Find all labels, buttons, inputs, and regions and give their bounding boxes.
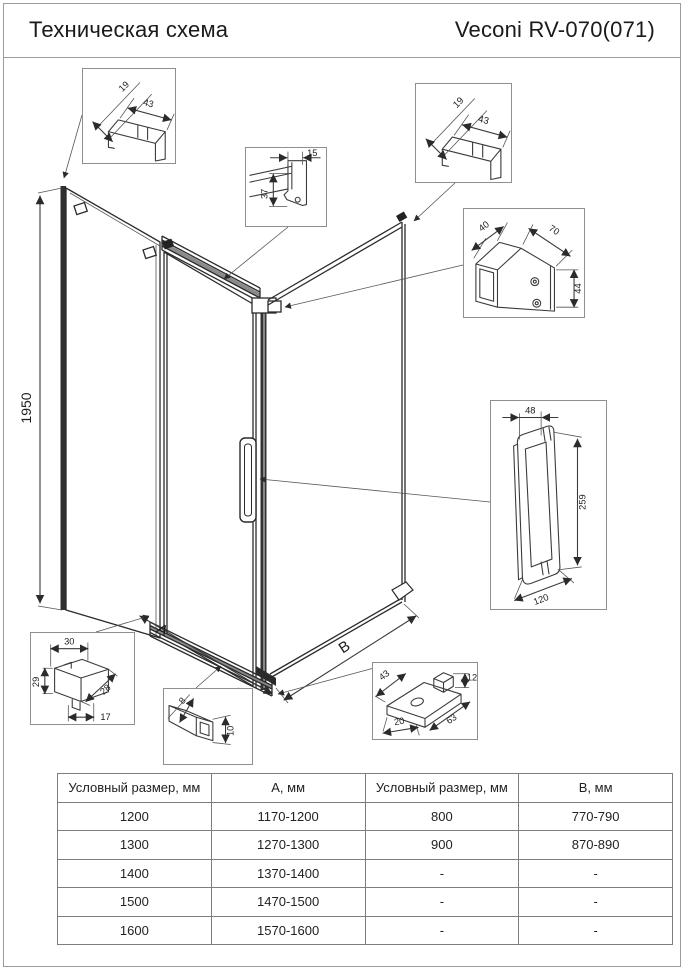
- table-cell: 800: [365, 802, 519, 831]
- header: [3, 3, 681, 58]
- table-cell: 1500: [58, 888, 212, 917]
- dim-label-length: 63: [444, 711, 459, 727]
- wall-profile-sketch: [426, 99, 510, 180]
- table-cell: -: [519, 888, 673, 917]
- height-dimension: [38, 188, 62, 610]
- dim-label-depth: 20: [393, 715, 406, 728]
- page-title: Техническая схема: [29, 17, 229, 42]
- table-cell: 1170-1200: [211, 802, 365, 831]
- wall-profile-sketch: [93, 83, 174, 161]
- glass-clip: [143, 247, 156, 259]
- table-header-cell: Условный размер, мм: [58, 774, 212, 803]
- glass-clip: [396, 212, 407, 223]
- table-cell: 1200: [58, 802, 212, 831]
- table-cell: 900: [365, 831, 519, 860]
- dim-label-width: 43: [377, 668, 392, 683]
- floor-bracket-sketch: [375, 673, 470, 735]
- size-table: [57, 773, 673, 945]
- side-glass-panel: [268, 222, 405, 678]
- dim-label-base: 120: [531, 592, 551, 607]
- side-floor-bracket: [392, 582, 413, 600]
- dim-label-height: 29: [31, 676, 41, 688]
- wall-bracket-sketch: [43, 643, 117, 721]
- model-number: Veconi RV-070(071): [454, 17, 655, 42]
- table-cell: 870-890: [519, 831, 673, 860]
- callout-handle: [490, 400, 607, 610]
- dim-label-offset: 17: [100, 712, 111, 723]
- table-row: [58, 888, 673, 917]
- dim-label-thickness: 8: [176, 695, 188, 706]
- dim-label-height: 10: [225, 725, 236, 737]
- corner-connector-sketch: [472, 223, 578, 311]
- callout-wall-profile-left: [82, 68, 176, 164]
- dim-label-b: B: [335, 637, 354, 658]
- table-row: [58, 916, 673, 945]
- callout-top-rail-section: [245, 147, 327, 227]
- table-cell: 1300: [58, 831, 212, 860]
- dim-label-side-b: 70: [547, 223, 562, 238]
- callout-wall-bracket: [30, 632, 135, 725]
- dim-label-width: 30: [64, 636, 75, 647]
- door-top-rail: [162, 236, 260, 302]
- callout-bottom-profile: [163, 688, 253, 765]
- callout-wall-profile-right: [415, 83, 512, 183]
- door-handle: [240, 438, 256, 522]
- table-cell: 1400: [58, 859, 212, 888]
- table-row: [58, 802, 673, 831]
- table-header-cell: Условный размер, мм: [365, 774, 519, 803]
- table-cell: 1600: [58, 916, 212, 945]
- dim-label-height: 37: [259, 188, 270, 199]
- table-cell: 1470-1500: [211, 888, 365, 917]
- bottom-profile-sketch: [168, 695, 230, 745]
- dim-label-length: 259: [577, 494, 588, 510]
- table-header-cell: А, мм: [211, 774, 365, 803]
- table-cell: -: [365, 916, 519, 945]
- dim-label-height: 12: [466, 672, 477, 683]
- table-row: [58, 859, 673, 888]
- glass-clip: [74, 203, 87, 215]
- table-cell: 1270-1300: [211, 831, 365, 860]
- dim-label-depth: 19: [116, 79, 132, 94]
- dim-label-width: 43: [476, 113, 490, 128]
- table-cell: -: [519, 916, 673, 945]
- table-header-row: [58, 774, 673, 803]
- table-cell: 1370-1400: [211, 859, 365, 888]
- dim-label-height: 44: [572, 283, 583, 294]
- dim-label-depth: 19: [451, 95, 467, 111]
- dim-label-side-a: 40: [476, 219, 492, 234]
- dim-label-a: A: [153, 620, 171, 641]
- table-cell: 1570-1600: [211, 916, 365, 945]
- table-cell: -: [365, 888, 519, 917]
- table-header-cell: В, мм: [519, 774, 673, 803]
- table-cell: -: [519, 859, 673, 888]
- table-cell: -: [365, 859, 519, 888]
- dim-label-height: 1950: [18, 392, 34, 424]
- dim-label-depth: 28: [98, 682, 113, 697]
- dim-label-width: 48: [525, 405, 536, 416]
- callout-corner-connector: [463, 208, 585, 318]
- dim-label-width: 15: [307, 148, 318, 158]
- table-cell: 770-790: [519, 802, 673, 831]
- callout-floor-bracket: [372, 662, 478, 740]
- table-row: [58, 831, 673, 860]
- dim-label-width: 43: [142, 97, 155, 110]
- wall-profile-left: [61, 186, 67, 610]
- handle-sketch: [503, 412, 582, 601]
